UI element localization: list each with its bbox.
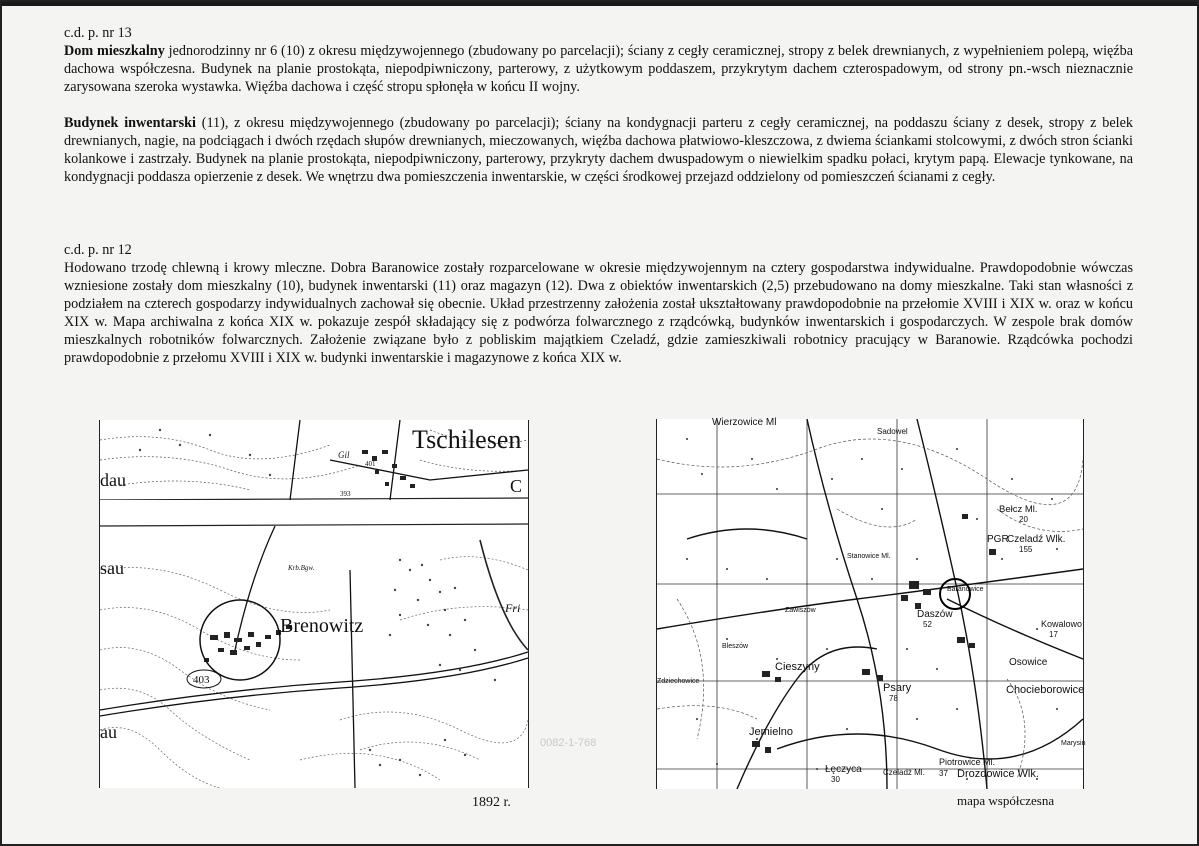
label-c: C xyxy=(510,476,523,496)
label-kowalowo: Kowalowo xyxy=(1041,619,1083,629)
section-13-header: c.d. p. nr 13 xyxy=(64,25,132,41)
label-n20: 20 xyxy=(1019,515,1028,524)
label-401: 401 xyxy=(365,460,376,468)
label-tschilesen: Tschilesen xyxy=(412,425,522,454)
label-n17: 17 xyxy=(1049,630,1058,639)
label-czeladz-mala: Czeladź Ml. xyxy=(883,768,925,777)
historic-map-caption: 1892 r. xyxy=(472,795,511,810)
label-n52: 52 xyxy=(923,620,932,629)
paragraph-1-term: Dom mieszkalny xyxy=(64,43,165,59)
label-wierzowice: Wierzowice Ml xyxy=(712,417,777,428)
section-12-header: c.d. p. nr 12 xyxy=(64,242,132,258)
label-393: 393 xyxy=(340,490,351,498)
label-spot-height: 403 xyxy=(193,674,210,686)
label-gil: Gil xyxy=(338,450,350,460)
label-stanowice: Stanowice Ml. xyxy=(847,553,891,560)
label-n30: 30 xyxy=(831,775,840,784)
paragraph-2-term: Budynek inwentarski xyxy=(64,115,196,131)
label-marysin: Marysin xyxy=(1061,740,1086,747)
label-chocieborowice: Chocieborowice xyxy=(1006,684,1085,696)
label-drozdowice: Drozdowice Wlk. xyxy=(957,768,1039,780)
faint-stamp: 0082-1-768 xyxy=(540,737,597,749)
label-baranowice: Baranowice xyxy=(947,586,984,593)
paragraph-1-body: jednorodzinny nr 6 (10) z okresu międzywojennego (zbudowany po parcelacji); ściany z cegły ceramicznej, stropy z belek drewnianych, z wypełnieniem polepą, więźba dachowa współczesna. Budynek na planie prostokąta, niepodpiwniczony, parterowy, z użytkowym poddaszem, przykrytym dachem czterospadowym, od strony pn.-wsch nieznacznie zarysowana szeroka wystawka. Więźba dachowa i część stropu spłonęła w końcu II wojny. xyxy=(64,43,1133,95)
label-cieszyn: Cieszyny xyxy=(775,661,820,673)
label-dau: dau xyxy=(100,470,126,490)
label-psary: Psary xyxy=(883,682,912,694)
label-belcz: Bełcz Ml. xyxy=(999,504,1038,515)
label-bleszow: Bleszów xyxy=(722,643,749,650)
label-n155: 155 xyxy=(1019,545,1033,554)
label-n37: 37 xyxy=(939,769,948,778)
label-n78: 78 xyxy=(889,694,898,703)
label-leczyca: Łęczyca xyxy=(825,764,862,775)
label-czeladz: Czeladź Wlk. xyxy=(1007,534,1066,545)
label-fri: Fri xyxy=(505,601,521,615)
label-sau: sau xyxy=(100,558,124,578)
label-brenowitz: Brenowitz xyxy=(280,615,364,637)
modern-map-caption: mapa współczesna xyxy=(957,793,1055,808)
section-12-paragraph: Hodowano trzodę chlewną i krowy mleczne. Dobra Baranowice zostały rozparcelowane w okresie międzywojennym na cztery gospodarstwa indywidualne. Prawdopodobnie wówczas wzniesione zostały dom mieszkalny (10), budynek inwentarski (11) oraz magazyn (12). Dwa z obiektów inwentarskich (2,5) przebudowano na domy mieszkalne. Taki stan własności z podziałem na czterech gospodarzy indywidualnych zachował się obecnie. Układ przestrzenny założenia został ukształtowany prawdopodobnie na przełomie XVIII i XIX w. oraz w końcu XIX w. Mapa archiwalna z końca XIX w. pokazuje zespół składający się z podwórza folwarcznego z rządcówką, budynków inwentarskich i gospodarczych. W zespole brak domów mieszkalnych robotników folwarcznych. Założenie związane było z pobliskim majątkiem Czeladź, gdzie zamieszkiwali robotnicy pracujący w Baranowie. Rządcówka pochodzi prawdopodobnie z przełomu XVIII i XIX w. budynki inwentarskie i magazynowe z końca XIX w. xyxy=(64,260,1133,366)
label-osowice: Osowice xyxy=(1009,657,1048,668)
label-daszow: Daszów xyxy=(917,609,953,620)
label-sadowel: Sadowel xyxy=(877,427,908,436)
label-pgr: PGR xyxy=(987,534,1009,545)
label-krb: Krb.Bgw. xyxy=(288,564,315,572)
label-zdziechowice: Zdziechowice xyxy=(657,678,700,685)
label-zawiszow: Zawiszów xyxy=(785,607,816,614)
paragraph-2-body: (11), z okresu międzywojennego (zbudowany po parcelacji); ściany na kondygnacji parteru z cegły ceramicznej, na poddaszu ściany z desek, stropy z belek drewnianych, nagie, na podciągach i dwóch rzędach słupów drewnianych, mieczowanych, więźba dachowa płatwiowo-kleszczowa, z dwiema ściankami stolcowymi, z dwóch stron ścianki kolankowe i zastrzały. Budynek na planie prostokąta, niepodpiwniczony, parterowy, przykryty dachem dwuspadowym o niewielkim spadku połaci, krytym papą. Elewacje tynkowane, na kondygnacji poddasza opierzenie z desek. We wnętrzu dwa pomieszczenia inwentarskie, w części środkowej przejazd oddzielony od pomieszczeń ścianami z cegły. xyxy=(64,115,1133,185)
label-au: au xyxy=(100,722,117,742)
label-jemielno: Jemielno xyxy=(749,726,794,738)
label-piotrowice: Piotrowice Ml. xyxy=(939,757,996,767)
